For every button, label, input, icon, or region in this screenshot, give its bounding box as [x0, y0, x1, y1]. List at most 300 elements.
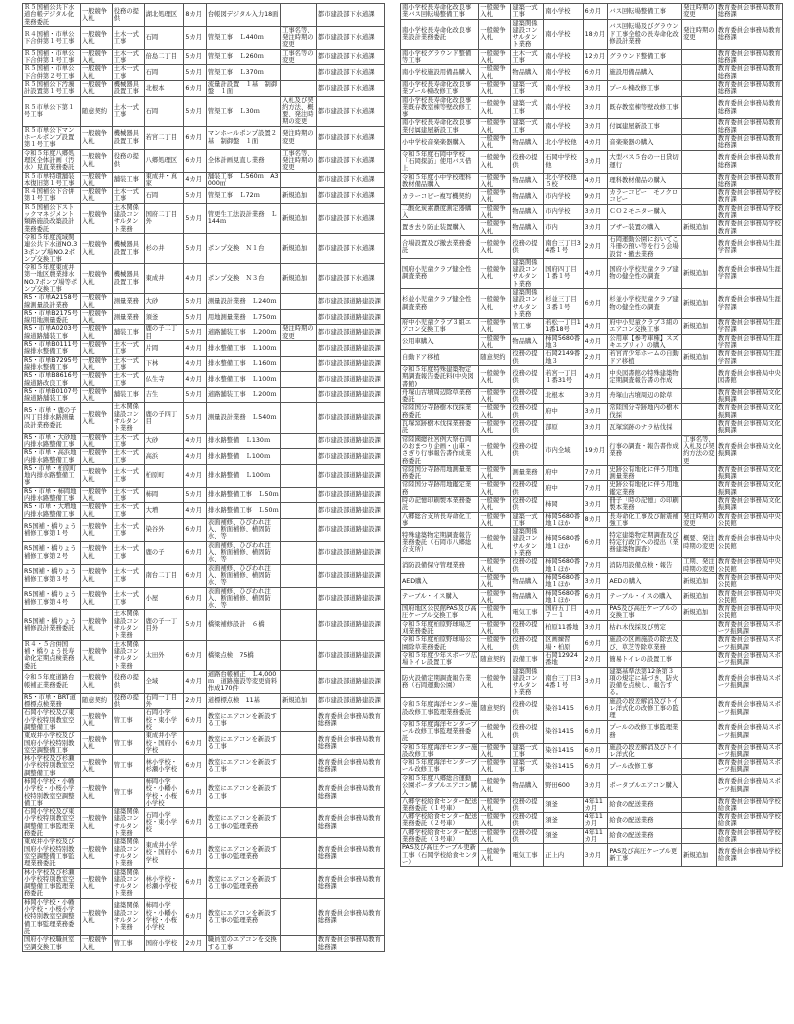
cell-category: 管工事: [112, 709, 144, 732]
table-row: [401, 589, 783, 605]
cell-period: 6カ月: [583, 743, 608, 759]
cell-period: 4カ月: [184, 341, 206, 357]
table-row: [23, 503, 385, 519]
cell-project-name: R5・市単A2158号線測量設計業務: [23, 294, 81, 310]
cell-category: 土木関係建設コンサルタント業務: [112, 203, 144, 233]
table-row: [23, 433, 385, 449]
cell-remarks: [682, 150, 717, 173]
cell-category: 管工事: [112, 777, 144, 807]
cell-contract-method: 一般競争入札: [479, 774, 511, 797]
cell-contract-method: 一般競争入札: [80, 433, 112, 449]
cell-remarks: [281, 755, 317, 778]
cell-project-name: 杉並小児童クラブ健全性調査業務: [401, 288, 479, 318]
cell-period: 3カ月: [583, 119, 608, 135]
cell-contract-method: 一般競争入札: [80, 4, 112, 27]
table-row: [401, 558, 783, 574]
cell-project-name: 府中小児童クラブ３組エアコン交換工事: [401, 319, 479, 335]
cell-remarks: [682, 497, 717, 513]
cell-remarks: 発注時期の変更: [281, 126, 317, 149]
cell-remarks: 発注時期の変更: [281, 325, 317, 341]
cell-remarks: [281, 449, 317, 465]
cell-summary: 道路舗装工事 Ｌ200ｍ: [206, 387, 280, 403]
cell-department: 教育委員会事務局中央公民館: [717, 512, 781, 527]
cell-contract-method: 一般競争入札: [479, 334, 511, 350]
cell-department: 教育委員会事務局生涯学習課: [717, 350, 781, 365]
cell-contract-method: 一般競争入札: [80, 838, 112, 868]
cell-department: 都市建設部道路建設課: [316, 403, 384, 433]
cell-period: 6カ月: [583, 636, 608, 652]
cell-contract-method: 随意契約: [479, 651, 511, 667]
cell-project-name: 防火設備定期調査報告業務（石岡運動公園）: [401, 667, 479, 697]
table-row: [401, 465, 783, 481]
cell-department: 教育委員会事務局教育総務課: [316, 936, 384, 952]
cell-contract-method: 随意契約: [479, 350, 511, 366]
cell-department: 都市建設部道路建設課: [316, 503, 384, 519]
table-body-left: [23, 4, 385, 952]
cell-contract-method: 一般競争入札: [80, 610, 112, 640]
cell-summary: 史跡公有地化に伴う用地測量業務: [608, 465, 682, 481]
table-row: [401, 388, 783, 404]
cell-department: 都市建設部道路建設課: [316, 325, 384, 341]
cell-summary: 付属建屋新設工事: [608, 119, 682, 135]
cell-period: 3カ月: [583, 204, 608, 220]
cell-category: 測量業務: [112, 309, 144, 325]
cell-category: 役務の提供: [511, 697, 544, 720]
cell-summary: 橋梁補修設計 ６橋: [206, 610, 280, 640]
cell-project-name: 国府小児童クラブ健全性調査業務: [401, 258, 479, 288]
cell-department: 教育委員会事務局スポーツ振興課: [717, 636, 781, 651]
cell-location: 東成井: [144, 264, 184, 294]
cell-category: 物品購入: [511, 173, 544, 189]
table-row: [23, 309, 385, 325]
cell-summary: 表面補修、ひびわれ注入、断面補修、横固防水、等: [206, 564, 280, 587]
cell-category: 建築関係建設コンサルタント業務: [511, 258, 544, 288]
cell-category: 建築一式工事: [511, 119, 544, 135]
cell-department: 都市建設部道路建設課: [316, 464, 384, 487]
cell-summary: 大型バス５台の一日貸切運行: [608, 150, 682, 173]
table-row: [23, 172, 385, 188]
cell-summary: 流量計設置 １基 制御盤 １面: [206, 80, 280, 96]
cell-remarks: 新規追加: [682, 350, 717, 366]
cell-location: 柿岡5680番地１ほか: [544, 528, 583, 558]
cell-remarks: [682, 420, 717, 436]
cell-department: 都市建設部道路建設課: [316, 487, 384, 503]
cell-project-name: 自動ドア移植: [401, 350, 479, 366]
cell-remarks: [682, 204, 717, 220]
cell-summary: 施設の段差解消及びトイレ洋式化の改修工事の監理: [608, 697, 682, 720]
cell-department: 都市建設部道路建設課: [316, 449, 384, 465]
cell-project-name: 林小学校及び杉瀬小学校特別教室空調整備工事監理業務委託: [23, 868, 81, 898]
cell-period: 5カ月: [184, 26, 206, 49]
cell-remarks: [281, 808, 317, 838]
cell-contract-method: 一般競争入札: [80, 587, 112, 610]
cell-project-name: 八郷学校給食センター配送業務委託（１号車）: [402, 797, 478, 812]
cell-location: 石岡小学校・東小学校: [144, 808, 184, 838]
cell-location: 市内学校: [544, 204, 583, 220]
cell-remarks: [682, 759, 717, 775]
cell-period: 5カ月: [184, 403, 206, 433]
cell-contract-method: 一般競争入札: [80, 464, 112, 487]
cell-summary: 台帳図デジタル入力18面: [206, 4, 280, 27]
cell-project-name: 柿岡小学校・小幡小学校・小桜小学校特別教室空調整備工事: [23, 777, 81, 807]
cell-project-name: 舟塚山古墳周辺除草業務委託: [401, 388, 479, 404]
cell-summary: グラウンド整備工事: [608, 49, 682, 65]
cell-remarks: [281, 777, 317, 807]
cell-remarks: [281, 372, 317, 388]
cell-period: 4カ月: [184, 503, 206, 519]
table-row: [23, 777, 385, 807]
cell-period: 6カ月: [583, 589, 608, 605]
cell-summary: 表面補修、ひびわれ注入、断面補修、横固防水、等: [206, 541, 280, 564]
cell-contract-method: 一般競争入札: [80, 203, 112, 233]
cell-category: 土木一式工事: [112, 49, 144, 65]
cell-remarks: [281, 732, 317, 755]
cell-remarks: [281, 709, 317, 732]
cell-contract-method: 一般競争入札: [80, 172, 112, 188]
cell-category: 建築一式工事: [511, 512, 544, 528]
cell-location: 大砂: [144, 433, 184, 449]
cell-location: 南小学校: [544, 96, 583, 119]
cell-category: 建築関係建設コンサルタント業務: [112, 838, 144, 868]
table-row: [401, 636, 783, 652]
cell-location: 南台三丁目34番１号: [544, 667, 583, 697]
cell-department: 教育委員会事務局教育総務課: [316, 868, 384, 898]
table-row: [23, 709, 385, 732]
cell-period: 2カ月: [583, 235, 608, 258]
cell-remarks: [281, 541, 317, 564]
cell-project-name: 令和５年度東成井第一地区農業排水NO.7ポンプ場等ポンプ交換工事: [23, 264, 81, 294]
cell-period: 3カ月: [583, 220, 608, 236]
cell-project-name: 南小学校長寿命化改良事業既存教室棟等壁改修工事: [401, 96, 479, 119]
cell-remarks: 新規追加: [281, 264, 317, 294]
cell-location: 南小学校: [544, 19, 583, 49]
cell-period: 12カ月: [583, 49, 608, 65]
cell-category: 役務の提供: [511, 404, 544, 420]
cell-location: 柿岡小学校・小幡小学校・小桜小学校: [144, 898, 184, 935]
cell-category: 土木一式工事: [112, 541, 144, 564]
cell-location: 北根本: [144, 80, 184, 96]
cell-location: 南小学校: [544, 4, 583, 20]
cell-category: 役務の提供: [112, 149, 144, 172]
cell-department: 教育委員会事務局文化振興課: [717, 497, 781, 512]
cell-location: 杉並三丁目３番１号: [544, 288, 583, 318]
cell-department: 都市建設部下水道課: [316, 126, 384, 149]
cell-summary: 建築基準法第12条第３項の規定に基づき、防火設備を点検し、報告する。: [608, 667, 682, 697]
cell-summary: 排水路整備 Ｌ100ｍ: [206, 449, 280, 465]
cell-contract-method: 一般競争入札: [479, 620, 511, 636]
cell-contract-method: 一般競争入札: [479, 558, 511, 574]
cell-location: 若宮一丁目１番31号: [544, 365, 583, 388]
cell-remarks: [281, 403, 317, 433]
cell-summary: 長寿命化工事及び耐震補強工事: [608, 512, 682, 528]
cell-remarks: [281, 640, 317, 670]
cell-remarks: [682, 481, 717, 497]
cell-project-name: 常陸国分寺跡用地鑑定業務: [401, 481, 479, 497]
table-row: [401, 204, 783, 220]
cell-summary: ブザー装置の購入: [608, 220, 682, 236]
cell-contract-method: 一般競争入札: [479, 667, 511, 697]
cell-category: 物品購入: [511, 204, 544, 220]
cell-category: 役務の提供: [511, 720, 544, 743]
cell-category: 舗装工事: [112, 387, 144, 403]
table-row: [401, 334, 783, 350]
cell-remarks: [682, 65, 717, 81]
cell-location: 須釜: [544, 797, 583, 813]
cell-summary: 道路舗装工事 Ｌ200ｍ: [206, 325, 280, 341]
cell-department: 教育委員会事務局教育総務課: [316, 808, 384, 838]
cell-period: 4年11カ月: [583, 813, 608, 829]
cell-summary: 常陸国分寺跡地内の樹木伐採: [608, 404, 682, 420]
cell-category: 建築一式工事: [511, 743, 544, 759]
cell-summary: ポータブルエアコン購入: [608, 774, 682, 797]
cell-remarks: [281, 587, 317, 610]
cell-category: 土木関係建設コンサルタント業務: [112, 610, 144, 640]
table-row: [23, 80, 385, 96]
cell-location: 北根本: [544, 388, 583, 404]
cell-summary: 排水整備工事 Ｌ100ｍ: [206, 341, 280, 357]
cell-contract-method: 一般競争入札: [80, 777, 112, 807]
table-row: [401, 481, 783, 497]
cell-contract-method: 一般競争入札: [479, 844, 511, 867]
cell-category: 物品購入: [511, 220, 544, 236]
table-row: [401, 497, 783, 513]
cell-summary: テーブル・イスの購入: [608, 589, 682, 605]
cell-summary: 教室にエアコンを新設する工事の監理業務: [206, 898, 280, 935]
cell-department: 都市建設部道路建設課: [316, 610, 384, 640]
cell-category: 土木一式工事: [112, 487, 144, 503]
cell-contract-method: 一般競争入札: [479, 497, 511, 513]
cell-department: 教育委員会事務局中央公民館: [717, 589, 781, 604]
cell-period: 5カ月: [184, 203, 206, 233]
cell-period: 3カ月: [583, 80, 608, 96]
cell-location: 南小学校: [544, 80, 583, 96]
cell-category: 土木一式工事: [112, 449, 144, 465]
cell-department: 教育委員会事務局生涯学習課: [717, 334, 781, 350]
cell-project-name: 特殊建築物定期調査報告業務委託（石岡市八郷総合支所）: [401, 528, 479, 558]
cell-location: 石岡: [144, 65, 184, 81]
table-row: [401, 189, 783, 205]
table-row: [23, 610, 385, 640]
cell-contract-method: 一般競争入札: [80, 503, 112, 519]
cell-project-name: 南小学校施設用備品購入: [401, 65, 479, 81]
table-row: [401, 135, 783, 151]
cell-category: 役務の提供: [112, 693, 144, 709]
cell-period: 2カ月: [184, 693, 206, 709]
cell-location: 杉の井: [144, 233, 184, 263]
cell-location: 南小学校: [544, 119, 583, 135]
cell-department: 教育委員会事務局文化振興課: [716, 435, 782, 465]
table-row: [401, 235, 783, 258]
cell-category: 役務の提供: [511, 797, 544, 813]
cell-summary: ポンプ交換 Ｎ３台: [206, 264, 280, 294]
cell-remarks: 発注時期の変更: [683, 4, 715, 19]
cell-location: 正上内: [544, 844, 583, 867]
cell-period: 3カ月: [583, 774, 608, 797]
cell-remarks: [682, 465, 717, 481]
cell-period: 5カ月: [184, 96, 206, 126]
cell-summary: 測量設計業務 Ｌ240ｍ: [206, 294, 280, 310]
cell-remarks: 発注時期の変更: [682, 19, 717, 49]
cell-category: 建築一式工事: [511, 4, 544, 20]
cell-summary: 道標標点検 11基: [206, 693, 280, 709]
cell-remarks: 工事名等、発注時期の変更: [281, 26, 317, 49]
table-row: [23, 693, 385, 709]
cell-category: 舗装工事: [112, 172, 144, 188]
cell-department: 教育委員会事務局スポーツ振興課: [716, 667, 782, 697]
cell-department: 教育委員会事務局教育総務課: [316, 755, 384, 778]
cell-period: 4カ月: [583, 365, 608, 388]
cell-department: 教育委員会事務局学校給食課: [717, 797, 781, 812]
cell-contract-method: 一般競争入札: [479, 813, 511, 829]
cell-department: 教育委員会事務局教育総務課: [717, 119, 781, 134]
cell-summary: 排水整備工事 Ｌ100ｍ: [206, 372, 280, 388]
table-row: [401, 173, 783, 189]
table-row: [401, 65, 783, 81]
table-row: [23, 564, 385, 587]
cell-project-name: 令和５年度海洋センター施設改修工事監理業務委託: [401, 697, 479, 720]
cell-location: 倍島二丁目: [144, 49, 184, 65]
cell-summary: 排水路整備 Ｌ130ｍ: [206, 433, 280, 449]
cell-contract-method: 一般競争入札: [80, 309, 112, 325]
table-row: [23, 233, 385, 263]
cell-department: 都市建設部下水道課: [316, 149, 384, 172]
cell-category: 土木一式工事: [112, 96, 144, 126]
cell-project-name: R5・市単B8616号線道路改良工事: [23, 372, 81, 388]
cell-period: 6カ月: [583, 4, 608, 20]
cell-project-name: R5・市単・大砂地内排水路整備工事: [23, 433, 81, 449]
cell-period: 6カ月: [184, 755, 206, 778]
cell-department: 教育委員会事務局教育総務課: [316, 838, 384, 868]
cell-period: 4カ月: [583, 334, 608, 350]
cell-category: 管工事: [511, 319, 544, 335]
table-row: [23, 387, 385, 403]
cell-category: 機械器具設置工事: [112, 80, 144, 96]
cell-project-name: 公用車購入: [401, 334, 479, 350]
table-row: [401, 319, 783, 335]
cell-project-name: 令和５年度柏原野球場公園除草業務委託: [401, 636, 479, 652]
cell-department: 教育委員会事務局文化振興課: [717, 465, 781, 481]
cell-period: 5カ月: [184, 610, 206, 640]
cell-remarks: [682, 135, 717, 151]
table-row: [401, 420, 783, 436]
cell-contract-method: 一般競争入札: [479, 119, 511, 135]
cell-remarks: [682, 797, 717, 813]
cell-project-name: Ｒ５市単公下マンホールポンプ設置第１号工事: [23, 126, 81, 149]
table-row: [23, 449, 385, 465]
cell-project-name: Ｒ５国補・市単公下合併第１号工事: [23, 49, 81, 65]
cell-period: 3カ月: [583, 404, 608, 420]
table-row: [401, 288, 783, 318]
cell-project-name: AED購入: [401, 573, 479, 589]
cell-project-name: R5国補・橋りょう補修設計業務委託: [23, 610, 81, 640]
cell-remarks: [281, 503, 317, 519]
cell-remarks: [281, 518, 317, 541]
cell-summary: 施設用備品購入: [608, 65, 682, 81]
cell-location: 下林: [144, 356, 184, 372]
cell-project-name: 令和５年度海洋センタープール改修工事: [402, 759, 477, 774]
cell-project-name: 令和５年度道路台帳補正業務委託: [23, 670, 81, 693]
cell-summary: 表面補修、ひびわれ注入、断面補修、横固防水、等: [206, 587, 280, 610]
cell-location: 鹿の子二丁目: [144, 325, 184, 341]
cell-summary: 用地測量業務 Ｌ750ｍ: [206, 309, 280, 325]
cell-period: 2カ月: [184, 936, 206, 952]
cell-contract-method: 一般競争入札: [80, 233, 112, 263]
cell-summary: マンホールポンプ設置２基 制御盤 １面: [206, 126, 280, 149]
cell-summary: 国府小学校児童クラブ建物の健全性の調査: [608, 258, 682, 288]
cell-project-name: Ｒ５国補公下汚濁計設置第１号工事: [23, 80, 81, 96]
cell-remarks: 工事名等、発注時期の変更: [281, 149, 317, 172]
cell-summary: 職員室のエアコンを交換する工事: [206, 936, 280, 952]
cell-category: 測量業務: [511, 465, 544, 481]
cell-location: 野田600: [544, 774, 583, 797]
cell-contract-method: 一般競争入札: [479, 512, 511, 528]
cell-location: 石岡一丁目外: [144, 693, 184, 709]
cell-summary: 道路台帳補正 Ｌ4,000ｍ 道路施設等変更資料作成170件: [206, 670, 280, 693]
cell-department: 教育委員会事務局スポーツ振興課: [717, 743, 781, 758]
cell-category: 土木一式工事: [112, 372, 144, 388]
cell-summary: 教室にエアコンを新設する工事の監理業務: [206, 838, 280, 868]
cell-category: 機械器具設置工事: [112, 264, 144, 294]
cell-location: 石岡: [144, 188, 184, 204]
cell-location: 部原: [544, 420, 583, 436]
cell-category: 役務の提供: [511, 420, 544, 436]
table-row: [23, 755, 385, 778]
table-row: [23, 49, 385, 65]
cell-category: 物品購入: [511, 65, 544, 81]
cell-location: 柿岡5680番地１ほか: [544, 573, 583, 589]
cell-period: 2カ月: [583, 350, 608, 366]
cell-remarks: [682, 119, 717, 135]
cell-project-name: 八郷学校給食センター配送業務委託（２号車）: [402, 813, 478, 828]
table-row: [23, 96, 385, 126]
cell-remarks: [281, 838, 317, 868]
cell-category: 機械器具設置工事: [112, 126, 144, 149]
cell-remarks: 新規追加: [682, 288, 717, 318]
cell-summary: 橋梁点検 75橋: [206, 640, 280, 670]
cell-project-name: R5国補・橋りょう補修工事第１号: [23, 518, 81, 541]
cell-period: 6カ月: [184, 868, 206, 898]
cell-contract-method: 一般競争入札: [479, 828, 511, 844]
cell-period: 2カ月: [583, 651, 608, 667]
cell-contract-method: 一般競争入札: [80, 670, 112, 693]
cell-remarks: [281, 65, 317, 81]
cell-summary: 枯れ木伐採及び剪定: [608, 620, 682, 636]
cell-category: 土木一式工事: [112, 433, 144, 449]
cell-location: 府中: [544, 404, 583, 420]
cell-remarks: [281, 294, 317, 310]
cell-department: 都市建設部道路建設課: [316, 518, 384, 541]
cell-remarks: [281, 309, 317, 325]
cell-period: 6カ月: [184, 777, 206, 807]
cell-department: 教育委員会事務局教育総務課: [316, 777, 384, 807]
cell-category: 建築関係建設コンサルタント業務: [511, 667, 544, 697]
cell-project-name: 二酸化炭素濃度測定器購入: [401, 204, 479, 220]
table-row: [23, 203, 385, 233]
cell-remarks: [682, 743, 717, 759]
cell-remarks: [682, 96, 717, 119]
cell-project-name: Ｒ４国補公下合併第１号工事: [23, 188, 81, 204]
cell-category: 管工事: [112, 755, 144, 778]
cell-project-name: 南小学校長寿命化改良事業付属建屋新設工事: [401, 119, 479, 135]
cell-category: 土木関係建設コンサルタント業務: [112, 640, 144, 670]
cell-summary: 教室にエアコンを新設する工事の監理業務: [206, 808, 280, 838]
table-row: [23, 868, 385, 898]
cell-department: 都市建設部下水道課: [316, 264, 384, 294]
cell-contract-method: 一般競争入札: [479, 573, 511, 589]
cell-project-name: Ｒ５国補公共下水道台帳デジタル化業務委託: [23, 4, 81, 27]
cell-remarks: 新規追加: [682, 844, 717, 867]
cell-remarks: [281, 4, 317, 27]
